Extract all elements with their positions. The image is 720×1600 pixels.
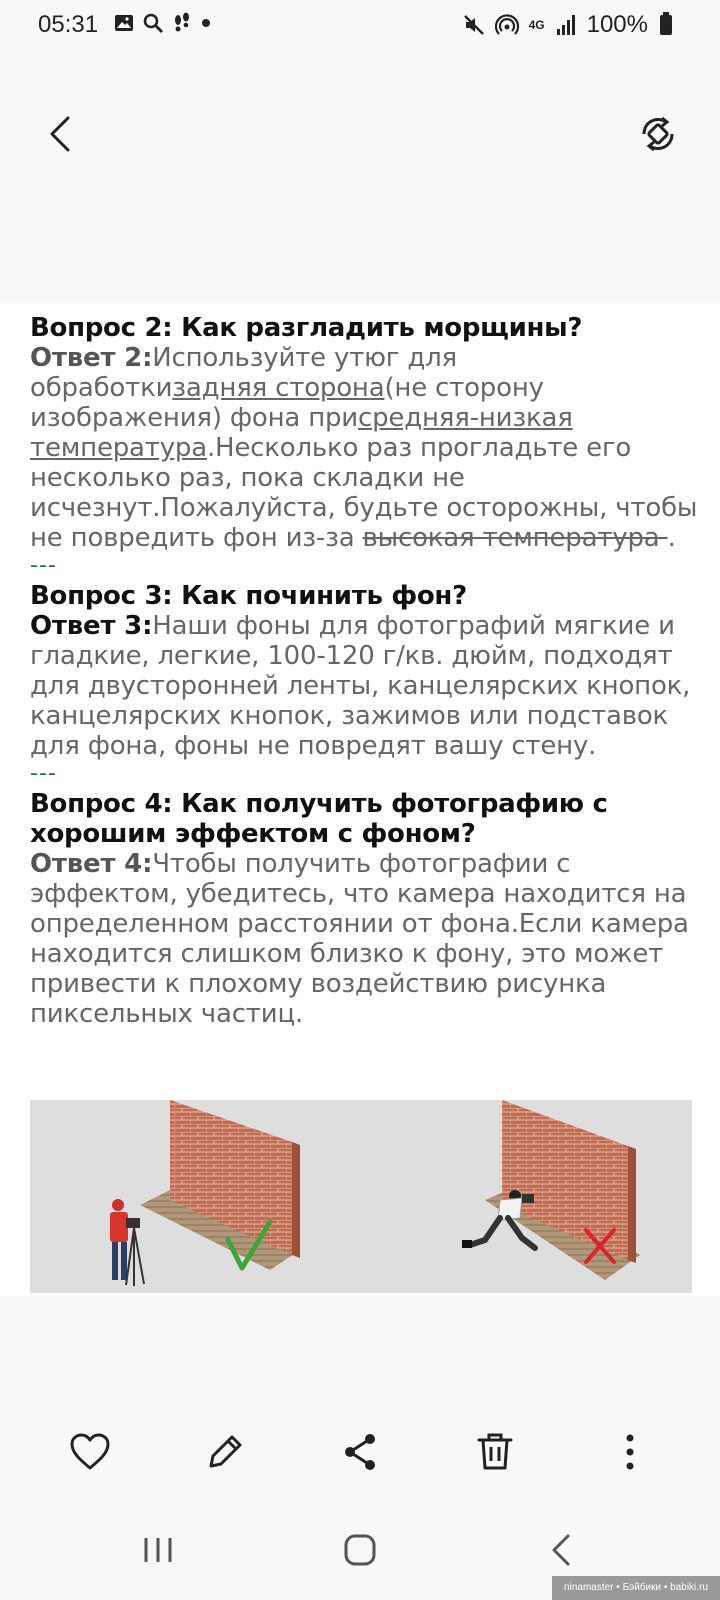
- wall-edge: [292, 1142, 300, 1258]
- answer-4: [30, 849, 700, 1029]
- answer-text: (не сторону изображения) фона при: [30, 373, 544, 433]
- network-type: 4G: [528, 18, 545, 32]
- answer-underlined: средняя-низкая температура: [30, 403, 573, 463]
- edit-pencil-icon[interactable]: [203, 1430, 247, 1474]
- hotspot-icon: [495, 13, 519, 37]
- delete-trash-icon[interactable]: [473, 1430, 517, 1474]
- answer-label: Ответ 2:: [30, 343, 153, 373]
- answer-text: .: [667, 523, 676, 553]
- watermark: ninamaster • Бэйбики • babiki.ru: [552, 1576, 720, 1600]
- screenshot-image: [0, 303, 720, 1296]
- answer-text: Используйте утюг для обработки: [30, 343, 457, 403]
- home-icon[interactable]: [340, 1530, 380, 1570]
- gallery-icon: [114, 13, 134, 33]
- answer-underlined: задняя сторона: [172, 373, 385, 403]
- image-actions-bar: [0, 1430, 720, 1490]
- system-nav-bar: [0, 1530, 720, 1580]
- wall-edge: [628, 1146, 636, 1263]
- dot-icon: [200, 17, 212, 29]
- answer-3: [30, 611, 700, 761]
- answer-text: Наши фоны для фотографий мягкие и гладкие, легкие, 100-120 г/кв. дюйм, подходят для двусторонней ленты, канцелярских кнопок, канцелярских кнопок, зажимов или подставок для фона, фоны не повредят вашу стену.: [30, 611, 691, 761]
- share-icon[interactable]: [338, 1430, 382, 1474]
- favorite-heart-icon[interactable]: [68, 1430, 112, 1474]
- photographer-figure: [110, 1199, 144, 1286]
- question-3: Вопрос 3: Как починить фон?: [30, 581, 467, 611]
- recent-apps-icon[interactable]: [138, 1530, 178, 1570]
- faq-text: [30, 313, 700, 1029]
- system-icons: [463, 11, 672, 39]
- back-arrow-icon[interactable]: [40, 112, 84, 156]
- search-icon: [142, 12, 164, 34]
- battery-percent: 100%: [586, 11, 648, 38]
- battery-icon: [660, 15, 672, 35]
- notification-icons: [114, 12, 212, 34]
- answer-label: Ответ 4:: [30, 849, 153, 879]
- separator: ---: [30, 553, 57, 578]
- viewer-top-bar: [0, 100, 720, 170]
- separator: ---: [30, 761, 57, 786]
- status-bar: [0, 0, 720, 52]
- auto-rotate-icon[interactable]: [636, 112, 680, 156]
- question-4: Вопрос 4: Как получить фотографию с хорошим эффектом с фоном?: [30, 789, 608, 849]
- answer-2: [30, 343, 700, 553]
- camera-distance-illustration: [30, 1100, 692, 1293]
- answer-label: Ответ 3:: [30, 611, 153, 641]
- answer-text: .Несколько раз прогладьте его несколько раз, пока складки не исчезнут.Пожалуйста, будьте осторожны, чтобы не повредить фон из-за: [30, 433, 698, 553]
- more-options-icon[interactable]: [608, 1430, 652, 1474]
- answer-strikethrough: высокая температура: [362, 523, 668, 553]
- mute-icon: [463, 14, 485, 36]
- question-2: Вопрос 2: Как разгладить морщины?: [30, 313, 583, 343]
- signal-icon: [555, 15, 577, 35]
- nav-back-icon[interactable]: [542, 1530, 582, 1570]
- answer-text: Чтобы получить фотографии с эффектом, убедитесь, что камера находится на определенном расстоянии от фона.Если камера находится слишком близко к фону, это может привести к плохому воздействию рисунка пиксельных частиц.: [30, 849, 689, 1029]
- status-time: 05:31: [38, 11, 99, 38]
- footsteps-icon: [172, 12, 192, 34]
